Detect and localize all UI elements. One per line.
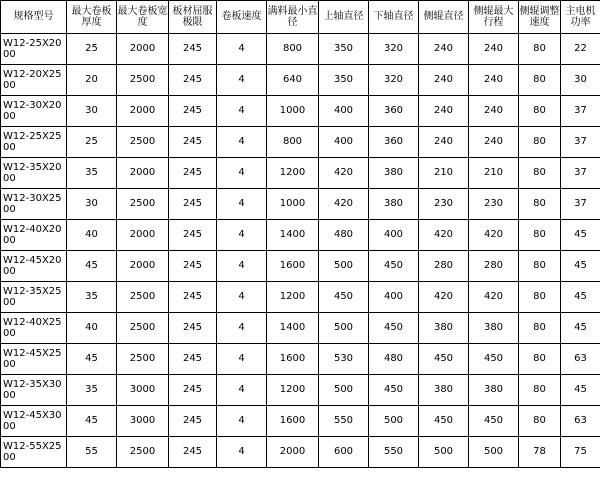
table-cell: 63 — [561, 344, 600, 375]
table-row — [1, 127, 600, 158]
column-header-lower-shaft-diameter: 下轴直径 — [369, 1, 419, 34]
table-cell: 280 — [469, 251, 519, 282]
table-row — [1, 96, 600, 127]
table-cell: 80 — [519, 313, 561, 344]
column-header-upper-shaft-diameter: 上轴直径 — [319, 1, 369, 34]
table-cell: 400 — [369, 282, 419, 313]
table-cell: 35 — [67, 282, 117, 313]
table-cell: 500 — [319, 313, 369, 344]
table-cell: 245 — [169, 34, 217, 65]
table-cell: 2500 — [117, 189, 169, 220]
cell-model: W12-25X2000 — [1, 34, 67, 65]
table-cell: 500 — [319, 251, 369, 282]
table-cell: 40 — [67, 220, 117, 251]
table-cell: 35 — [67, 375, 117, 406]
table-cell: 37 — [561, 189, 600, 220]
table-cell: 480 — [369, 344, 419, 375]
table-cell: 245 — [169, 437, 217, 468]
table-cell: 240 — [419, 65, 469, 96]
table-cell: 245 — [169, 282, 217, 313]
table-cell: 380 — [369, 158, 419, 189]
table-cell: 45 — [561, 220, 600, 251]
table-cell: 25 — [67, 34, 117, 65]
table-cell: 3000 — [117, 406, 169, 437]
table-row — [1, 313, 600, 344]
table-cell: 80 — [519, 65, 561, 96]
table-cell: 4 — [217, 437, 267, 468]
table-cell: 400 — [319, 127, 369, 158]
table-cell: 2500 — [117, 437, 169, 468]
table-cell: 240 — [419, 127, 469, 158]
table-cell: 4 — [217, 127, 267, 158]
table-cell: 280 — [419, 251, 469, 282]
table-cell: 230 — [419, 189, 469, 220]
table-cell: 1200 — [267, 375, 319, 406]
table-cell: 75 — [561, 437, 600, 468]
table-cell: 4 — [217, 406, 267, 437]
table-cell: 400 — [369, 220, 419, 251]
table-cell: 45 — [561, 251, 600, 282]
table-cell: 4 — [217, 189, 267, 220]
column-header-max-width: 最大卷板宽度 — [117, 1, 169, 34]
table-cell: 420 — [319, 158, 369, 189]
table-cell: 450 — [369, 251, 419, 282]
cell-model: W12-35X2000 — [1, 158, 67, 189]
column-header-side-roll-stroke: 侧辊最大行程 — [469, 1, 519, 34]
table-cell: 40 — [67, 313, 117, 344]
table-cell: 45 — [561, 282, 600, 313]
table-cell: 80 — [519, 282, 561, 313]
table-cell: 350 — [319, 34, 369, 65]
table-cell: 640 — [267, 65, 319, 96]
cell-model: W12-30X2000 — [1, 96, 67, 127]
table-row — [1, 34, 600, 65]
column-header-model: 规格型号 — [1, 1, 67, 34]
table-cell: 25 — [67, 127, 117, 158]
table-cell: 400 — [319, 96, 369, 127]
column-header-side-roll-diameter: 侧辊直径 — [419, 1, 469, 34]
table-cell: 450 — [469, 406, 519, 437]
column-header-max-thickness: 最大卷板厚度 — [67, 1, 117, 34]
table-cell: 4 — [217, 344, 267, 375]
table-cell: 245 — [169, 96, 217, 127]
table-cell: 450 — [419, 406, 469, 437]
table-cell: 37 — [561, 127, 600, 158]
table-cell: 1200 — [267, 158, 319, 189]
table-cell: 240 — [419, 34, 469, 65]
column-header-yield-limit: 板材屈服极限 — [169, 1, 217, 34]
table-cell: 2500 — [117, 282, 169, 313]
table-cell: 80 — [519, 127, 561, 158]
table-header-row — [1, 1, 600, 34]
table-cell: 45 — [561, 375, 600, 406]
table-body — [1, 34, 600, 468]
table-cell: 550 — [319, 406, 369, 437]
cell-model: W12-35X2500 — [1, 282, 67, 313]
table-cell: 380 — [419, 313, 469, 344]
table-cell: 450 — [469, 344, 519, 375]
table-row — [1, 65, 600, 96]
cell-model: W12-40X2000 — [1, 220, 67, 251]
table-cell: 380 — [419, 375, 469, 406]
table-cell: 4 — [217, 34, 267, 65]
table-cell: 245 — [169, 65, 217, 96]
table-cell: 530 — [319, 344, 369, 375]
table-cell: 4 — [217, 251, 267, 282]
table-cell: 380 — [369, 189, 419, 220]
table-cell: 2500 — [117, 344, 169, 375]
table-cell: 245 — [169, 406, 217, 437]
cell-model: W12-45X2500 — [1, 344, 67, 375]
table-cell: 78 — [519, 437, 561, 468]
table-row — [1, 251, 600, 282]
table-cell: 3000 — [117, 375, 169, 406]
cell-model: W12-55X2500 — [1, 437, 67, 468]
table-cell: 4 — [217, 375, 267, 406]
table-cell: 1600 — [267, 406, 319, 437]
table-cell: 245 — [169, 220, 217, 251]
table-cell: 80 — [519, 96, 561, 127]
table-cell: 360 — [369, 127, 419, 158]
table-cell: 380 — [469, 313, 519, 344]
table-cell: 37 — [561, 158, 600, 189]
table-cell: 350 — [319, 65, 369, 96]
table-cell: 240 — [469, 127, 519, 158]
table-cell: 420 — [469, 282, 519, 313]
table-cell: 210 — [419, 158, 469, 189]
table-cell: 245 — [169, 127, 217, 158]
table-cell: 80 — [519, 158, 561, 189]
table-cell: 500 — [369, 406, 419, 437]
table-row — [1, 220, 600, 251]
table-cell: 1200 — [267, 282, 319, 313]
table-cell: 245 — [169, 189, 217, 220]
table-cell: 4 — [217, 158, 267, 189]
table-row — [1, 158, 600, 189]
table-cell: 1000 — [267, 96, 319, 127]
table-cell: 1400 — [267, 313, 319, 344]
table-cell: 450 — [319, 282, 369, 313]
table-row — [1, 282, 600, 313]
cell-model: W12-45X2000 — [1, 251, 67, 282]
table-cell: 30 — [67, 96, 117, 127]
table-cell: 500 — [419, 437, 469, 468]
cell-model: W12-35X3000 — [1, 375, 67, 406]
table-cell: 210 — [469, 158, 519, 189]
column-header-side-roll-speed: 侧辊调整速度 — [519, 1, 561, 34]
table-cell: 500 — [469, 437, 519, 468]
column-header-motor-power: 主电机功率 — [561, 1, 600, 34]
table-cell: 800 — [267, 127, 319, 158]
table-cell: 2500 — [117, 127, 169, 158]
table-cell: 22 — [561, 34, 600, 65]
table-cell: 240 — [419, 96, 469, 127]
table-cell: 2000 — [117, 96, 169, 127]
table-cell: 240 — [469, 96, 519, 127]
table-cell: 80 — [519, 375, 561, 406]
table-cell: 45 — [67, 344, 117, 375]
table-cell: 245 — [169, 158, 217, 189]
cell-model: W12-25X2500 — [1, 127, 67, 158]
table-cell: 80 — [519, 220, 561, 251]
cell-model: W12-45X3000 — [1, 406, 67, 437]
table-cell: 2500 — [117, 313, 169, 344]
cell-model: W12-40X2500 — [1, 313, 67, 344]
table-cell: 20 — [67, 65, 117, 96]
table-cell: 2000 — [117, 158, 169, 189]
table-row — [1, 375, 600, 406]
table-cell: 35 — [67, 158, 117, 189]
table-cell: 4 — [217, 313, 267, 344]
table-cell: 500 — [319, 375, 369, 406]
cell-model: W12-20X2500 — [1, 65, 67, 96]
table-cell: 480 — [319, 220, 369, 251]
table-cell: 450 — [419, 344, 469, 375]
table-cell: 245 — [169, 251, 217, 282]
table-cell: 2000 — [117, 251, 169, 282]
table-cell: 245 — [169, 375, 217, 406]
table-cell: 600 — [319, 437, 369, 468]
table-row — [1, 189, 600, 220]
table-cell: 2000 — [267, 437, 319, 468]
table-row — [1, 437, 600, 468]
table-cell: 2000 — [117, 220, 169, 251]
table-cell: 80 — [519, 34, 561, 65]
table-cell: 2000 — [117, 34, 169, 65]
table-cell: 80 — [519, 406, 561, 437]
table-row — [1, 406, 600, 437]
table-row — [1, 344, 600, 375]
table-cell: 4 — [217, 282, 267, 313]
table-cell: 380 — [469, 375, 519, 406]
table-cell: 1600 — [267, 344, 319, 375]
table-cell: 45 — [561, 313, 600, 344]
table-cell: 55 — [67, 437, 117, 468]
column-header-roll-speed: 卷板速度 — [217, 1, 267, 34]
table-cell: 800 — [267, 34, 319, 65]
table-cell: 245 — [169, 344, 217, 375]
table-cell: 2500 — [117, 65, 169, 96]
cell-model: W12-30X2500 — [1, 189, 67, 220]
table-cell: 45 — [67, 406, 117, 437]
table-cell: 80 — [519, 251, 561, 282]
table-cell: 420 — [419, 282, 469, 313]
table-cell: 420 — [419, 220, 469, 251]
table-cell: 550 — [369, 437, 419, 468]
table-cell: 80 — [519, 344, 561, 375]
table-cell: 320 — [369, 34, 419, 65]
table-cell: 30 — [561, 65, 600, 96]
table-cell: 1000 — [267, 189, 319, 220]
table-cell: 1600 — [267, 251, 319, 282]
table-cell: 45 — [67, 251, 117, 282]
table-cell: 450 — [369, 313, 419, 344]
table-cell: 4 — [217, 96, 267, 127]
table-cell: 420 — [319, 189, 369, 220]
table-cell: 320 — [369, 65, 419, 96]
table-cell: 240 — [469, 65, 519, 96]
table-cell: 1400 — [267, 220, 319, 251]
table-cell: 30 — [67, 189, 117, 220]
column-header-min-diameter: 满料最小直径 — [267, 1, 319, 34]
table-cell: 450 — [369, 375, 419, 406]
table-cell: 4 — [217, 65, 267, 96]
table-cell: 63 — [561, 406, 600, 437]
table-cell: 4 — [217, 220, 267, 251]
table-cell: 230 — [469, 189, 519, 220]
table-cell: 360 — [369, 96, 419, 127]
table-cell: 240 — [469, 34, 519, 65]
table-cell: 80 — [519, 189, 561, 220]
table-cell: 37 — [561, 96, 600, 127]
table-cell: 245 — [169, 313, 217, 344]
table-cell: 420 — [469, 220, 519, 251]
